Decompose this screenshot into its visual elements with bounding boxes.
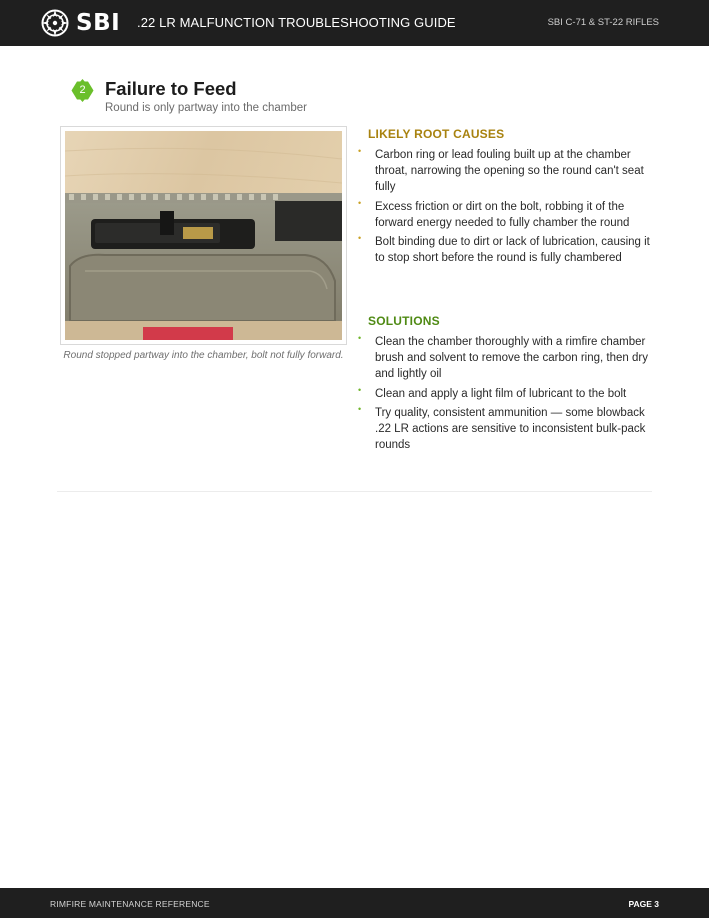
solutions-list xyxy=(358,334,658,457)
section-title: Failure to Feed xyxy=(105,78,237,99)
dot-icon: • xyxy=(358,197,362,208)
section-subtitle: Round is only partway into the chamber xyxy=(105,102,307,114)
section-number: 2 xyxy=(79,84,86,96)
dot-icon: • xyxy=(358,146,362,156)
header-bar xyxy=(0,0,709,46)
document-subtitle: SBI C-71 & ST-22 RIFLES xyxy=(547,17,659,28)
compass-logo-icon xyxy=(40,8,70,38)
dot-icon: • xyxy=(358,404,362,414)
list-item xyxy=(358,234,658,266)
section-divider xyxy=(57,491,652,492)
brand-logo xyxy=(40,8,120,38)
section-number-badge xyxy=(70,78,95,103)
malfunction-photo-frame xyxy=(60,126,347,345)
brand-name: SBI xyxy=(76,10,121,36)
list-item xyxy=(358,405,658,453)
list-item xyxy=(358,386,658,402)
dot-icon: • xyxy=(358,333,362,343)
dot-icon: • xyxy=(358,384,362,395)
root-causes-list xyxy=(358,147,658,270)
list-item-text: Carbon ring or lead fouling built up at the chamber throat, narrowing the opening so the round can't seat fully xyxy=(375,149,644,193)
list-item-text: Try quality, consistent ammunition — some blowback .22 LR actions are sensitive to inconsistent bulk-pack rounds xyxy=(375,407,646,451)
solutions-heading: SOLUTIONS xyxy=(368,314,440,328)
footer-bar xyxy=(0,888,709,918)
list-item xyxy=(358,199,658,231)
photo-caption: Round stopped partway into the chamber, bolt not fully forward. xyxy=(63,350,344,361)
document-title: .22 LR MALFUNCTION TROUBLESHOOTING GUIDE xyxy=(137,15,456,30)
footer-reference: RIMFIRE MAINTENANCE REFERENCE xyxy=(50,899,210,909)
rifle-action-photo xyxy=(65,131,342,340)
page-number: PAGE 3 xyxy=(628,899,659,909)
list-item-text: Clean and apply a light film of lubricant to the bolt xyxy=(375,387,627,400)
dot-icon: • xyxy=(358,233,362,243)
list-item-text: Excess friction or dirt on the bolt, robbing it of the forward energy needed to fully chamber the round xyxy=(375,200,630,229)
list-item xyxy=(358,334,658,382)
root-causes-heading: LIKELY ROOT CAUSES xyxy=(368,127,505,141)
list-item xyxy=(358,147,658,195)
list-item-text: Bolt binding due to dirt or lack of lubrication, causing it to stop short before the round is fully chambered xyxy=(375,236,650,264)
list-item-text: Clean the chamber thoroughly with a rimfire chamber brush and solvent to remove the carbon ring, then dry and lightly oil xyxy=(375,336,648,380)
